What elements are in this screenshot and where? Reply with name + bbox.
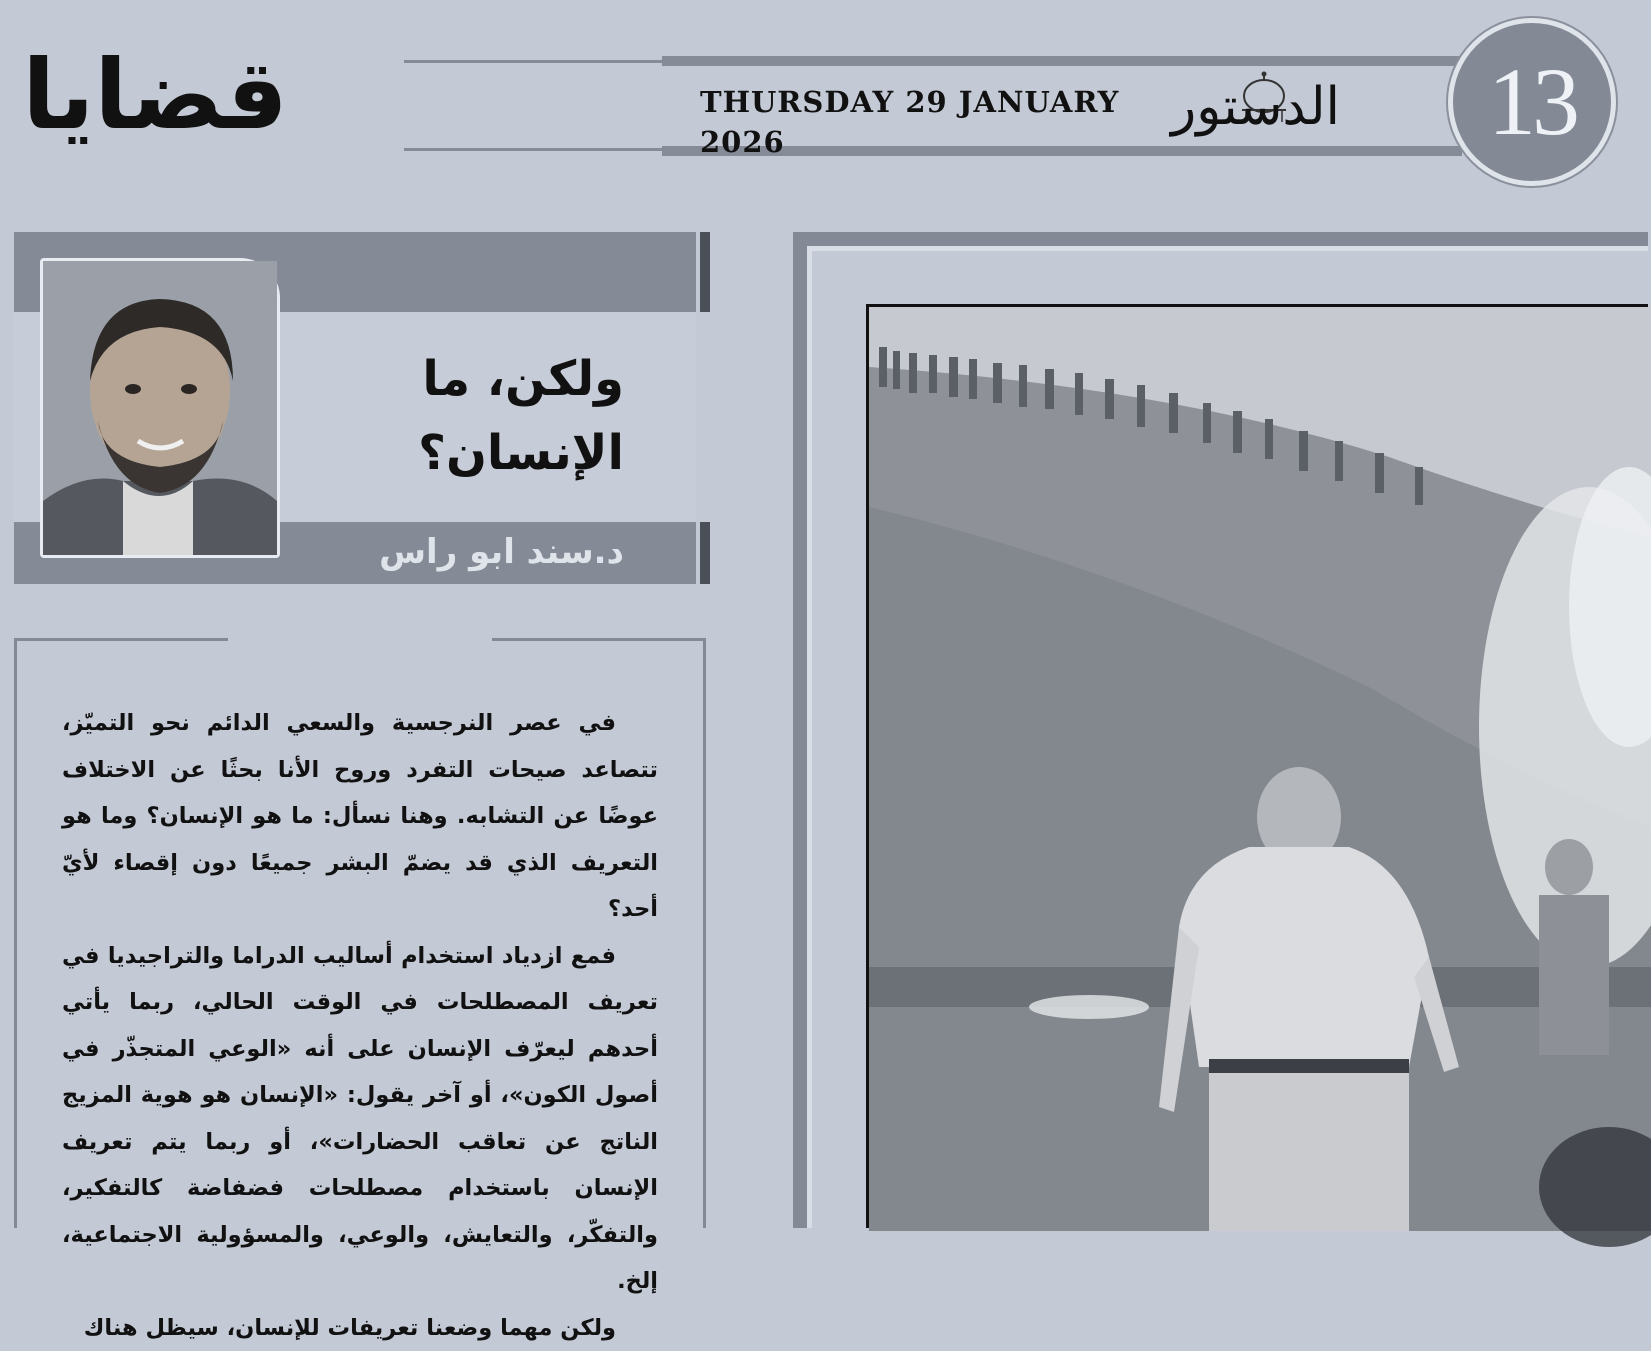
body-frame-rule — [14, 638, 17, 1228]
body-frame-rule — [703, 638, 706, 1228]
article-body — [62, 700, 658, 1228]
header-rule-top-thin — [404, 60, 664, 63]
body-frame-rule — [14, 638, 228, 641]
header-rule-bottom-thin — [404, 148, 664, 151]
article-paragraph: في عصر النرجسية والسعي الدائم نحو التميّز، تتصاعد صيحات التفرد وروح الأنا بحثًا عن الاختلاف عوضًا عن التشابه. وهنا نسأل: ما هو الإنسان؟ وما هو التعريف الذي قد يضمّ البشر جميعًا دون إقصاء لأيّ أحد؟ — [62, 700, 658, 933]
issue-date: THURSDAY 29 JANUARY 2026 — [700, 82, 1160, 122]
news-photo-image — [869, 307, 1651, 1231]
newspaper-logo — [1180, 66, 1340, 146]
article-title-line-2: الإنسان؟ — [304, 416, 624, 490]
section-title: قضايا — [14, 30, 296, 160]
page-number: 13 — [1453, 23, 1611, 181]
news-photo — [866, 304, 1648, 1228]
article-paragraph: ولكن مهما وضعنا تعريفات للإنسان، سيظل هناك — [62, 1305, 658, 1351]
body-frame-rule — [492, 638, 706, 641]
header-rule-top — [662, 56, 1462, 66]
author-photo — [40, 258, 280, 558]
article-paragraph: فمع ازدياد استخدام أساليب الدراما والتراجيديا في تعريف المصطلحات في الوقت الحالي، ربما يأتي أحدهم ليعرّف الإنسان على أنه «الوعي المتجذّر في أصول الكون»، أو آخر يقول: «الإنسان هو هوية المزيج الناتج عن تعاقب الحضارات»، أو ربما يتم تعريف الإنسان باستخدام مصطلحات فضفاضة كالتفكير، والتفكّر، والتعايش، والوعي، والمسؤولية الاجتماعية، إلخ. — [62, 933, 658, 1305]
author-name: د.سند ابو راس — [304, 524, 624, 580]
page-number-badge — [1448, 18, 1616, 186]
author-box — [14, 232, 710, 584]
author-box-rule-lower — [700, 522, 710, 584]
article-title-line-1: ولكن، ما — [304, 342, 624, 416]
author-box-rule — [700, 232, 710, 312]
author-portrait-icon — [43, 261, 277, 555]
logo-wordmark: الدستور — [1180, 72, 1340, 142]
article-title — [304, 342, 624, 492]
